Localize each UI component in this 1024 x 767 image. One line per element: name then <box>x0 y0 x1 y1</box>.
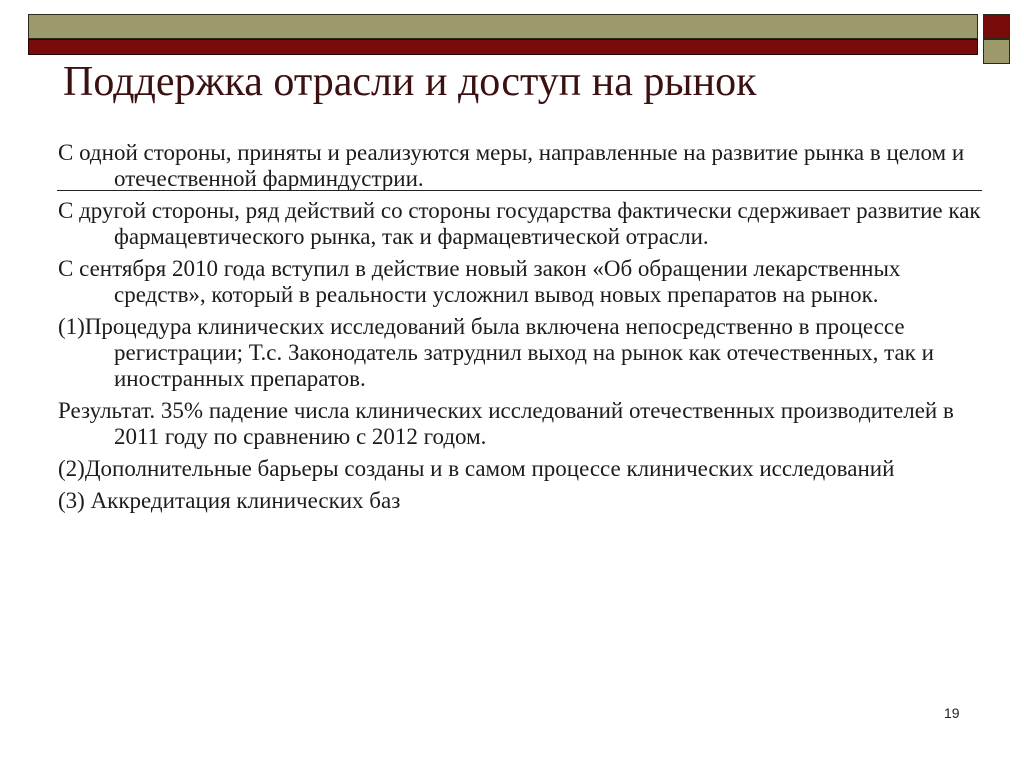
slide-body <box>58 140 988 520</box>
paragraph-5: Результат. 35% падение числа клинических исследований отечественных производителей в 2011 году по сравнению с 2012 годом. <box>58 398 954 449</box>
slide-title: Поддержка отрасли и доступ на рынок <box>63 59 757 105</box>
paragraph-3: С сентября 2010 года вступил в действие новый закон «Об обращении лекарственных средств», который в реальности усложнил вывод новых препаратов на рынок. <box>58 256 901 307</box>
paragraph-6: (2)Дополнительные барьеры созданы и в самом процессе клинических исследований <box>58 456 895 481</box>
header-olive-bar <box>28 14 978 39</box>
paragraph-2: С другой стороны, ряд действий со стороны государства фактически сдерживает развитие как фармацевтического рынка, так и фармацевтической отрасли. <box>58 198 981 249</box>
corner-olive-square <box>983 39 1010 64</box>
header-maroon-bar <box>28 39 978 55</box>
page-number: 19 <box>944 705 960 721</box>
paragraph-4: (1)Процедура клинических исследований была включена непосредственно в процессе регистрации; Т.с. Законодатель затруднил выход на рынок как отечественных, так и иностранных препаратов. <box>58 314 934 391</box>
paragraph-7: (3) Аккредитация клинических баз <box>58 488 401 513</box>
paragraph-1: С одной стороны, приняты и реализуются меры, направленные на развитие рынка в целом и отечественной фарминдустрии. <box>58 140 965 191</box>
corner-maroon-square <box>983 14 1010 39</box>
horizontal-rule <box>57 190 982 191</box>
